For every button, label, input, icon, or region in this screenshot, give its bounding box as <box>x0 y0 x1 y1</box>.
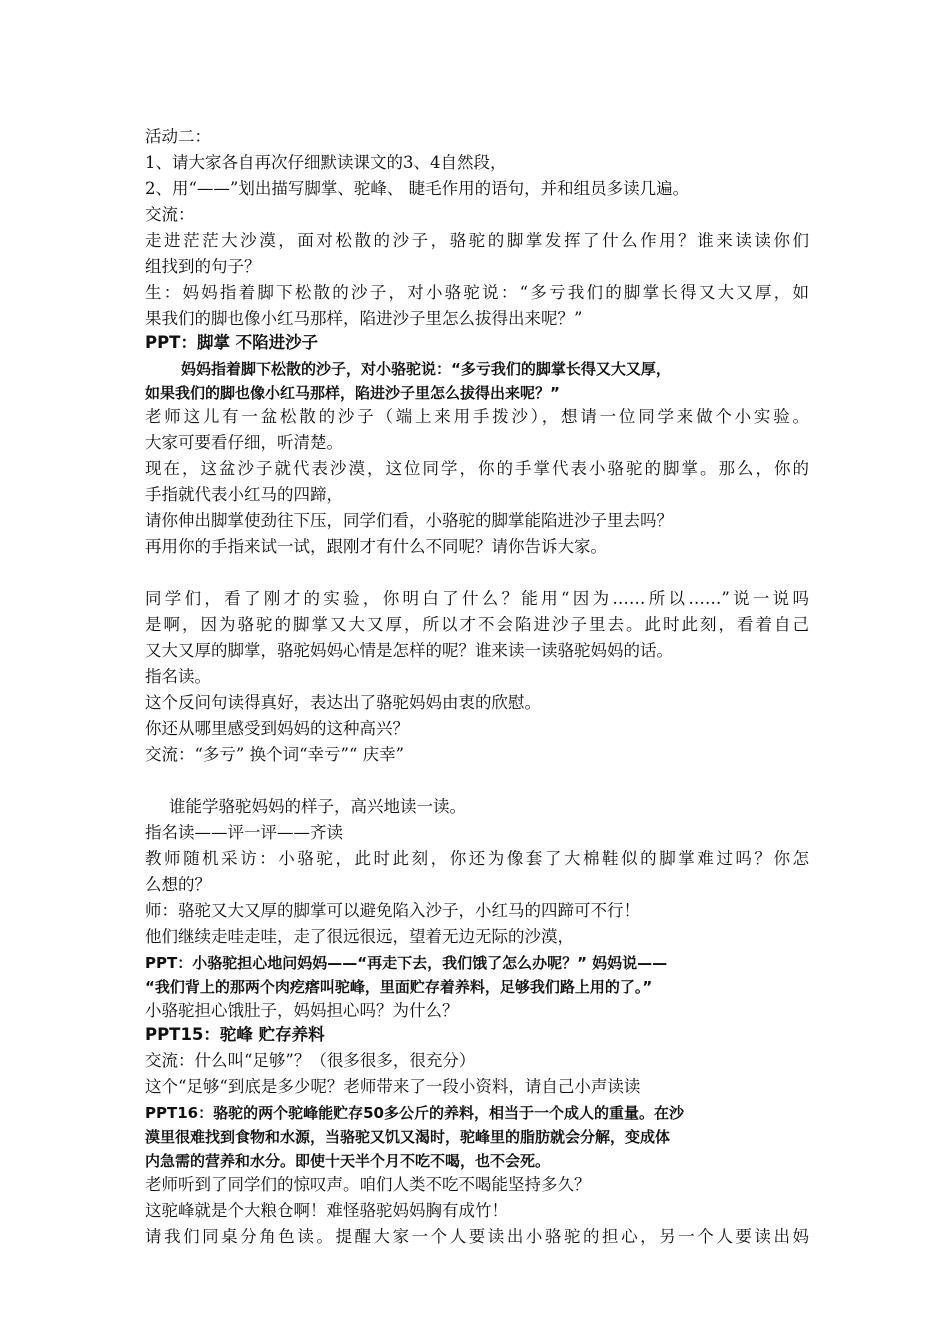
ppt-quote-line: 如果我们的脚也像小红马那样，陷进沙子里怎么拔得出来呢？” <box>145 384 560 402</box>
ppt-quote-line: PPT：小骆驼担心地问妈妈——“再走下去，我们饿了怎么办呢？” 妈妈说—— <box>145 954 668 972</box>
paragraph-line: 同学们，看了刚才的实验，你明白了什么？能用“因为……所以……”说一说吗 <box>145 589 809 608</box>
paragraph-line: 这驼峰就是个大粮仓啊！难怪骆驼妈妈胸有成竹！ <box>145 1201 508 1220</box>
paragraph-line: 交流：什么叫“足够”？（很多很多，很充分） <box>145 1051 476 1070</box>
paragraph-line: 老师听到了同学们的惊叹声。咱们人类不吃不喝能坚持多久？ <box>145 1175 591 1194</box>
paragraph-line: 大家可要看仔细，听清楚。 <box>145 433 343 452</box>
section-heading: 活动二： <box>145 127 211 146</box>
ppt-quote-line: “我们背上的那两个肉疙瘩叫驼峰，里面贮存着养料，足够我们路上用的了。” <box>145 978 653 996</box>
paragraph-line: 指名读。 <box>145 667 211 686</box>
ppt-quote-line: 内急需的营养和水分。即使十天半个月不吃不喝，也不会死。 <box>145 1152 551 1170</box>
paragraph-line: 老师这儿有一盆松散的沙子（端上来用手拨沙），想请一位同学来做个小实验。 <box>145 407 809 426</box>
paragraph-line: 请你伸出脚掌使劲往下压，同学们看，小骆驼的脚掌能陷进沙子里去吗？ <box>145 511 673 530</box>
ppt-label: PPT15：驼峰 贮存养料 <box>145 1025 325 1044</box>
paragraph-line: 教师随机采访：小骆驼，此时此刻，你还为像套了大棉鞋似的脚掌难过吗？你怎 <box>145 849 809 868</box>
paragraph-line: 生：妈妈指着脚下松散的沙子，对小骆驼说：“多亏我们的脚掌长得又大又厚，如 <box>145 283 809 302</box>
paragraph-line: 你还从哪里感受到妈妈的这种高兴？ <box>145 719 409 738</box>
paragraph-line: 交流： <box>145 205 195 224</box>
paragraph-line: 指名读——评一评——齐读 <box>145 823 343 842</box>
paragraph-line: 1、请大家各自再次仔细默读课文的3、4自然段， <box>145 153 507 172</box>
paragraph-line: 么想的？ <box>145 875 211 894</box>
paragraph-line: 果我们的脚也像小红马那样，陷进沙子里怎么拔得出来呢？” <box>145 309 583 328</box>
paragraph-line: 现在，这盆沙子就代表沙漠，这位同学，你的手掌代表小骆驼的脚掌。那么，你的 <box>145 459 809 478</box>
paragraph-line: 又大又厚的脚掌，骆驼妈妈心情是怎样的呢？谁来读一读骆驼妈妈的话。 <box>145 641 673 660</box>
paragraph-line: 走进茫茫大沙漠，面对松散的沙子，骆驼的脚掌发挥了什么作用？谁来读读你们 <box>145 231 809 250</box>
paragraph-line: 请我们同桌分角色读。提醒大家一个人要读出小骆驼的担心，另一个人要读出妈 <box>145 1227 809 1246</box>
paragraph-line: 2、用“——”划出描写脚掌、驼峰、 睫毛作用的语句，并和组员多读几遍。 <box>145 179 690 198</box>
paragraph-line: 是啊，因为骆驼的脚掌又大又厚，所以才不会陷进沙子里去。此时此刻，看着自己 <box>145 615 809 634</box>
ppt-quote-line: PPT16：骆驼的两个驼峰能贮存50多公斤的养料，相当于一个成人的重量。在沙 <box>145 1104 684 1122</box>
paragraph-line: 谁能学骆驼妈妈的样子，高兴地读一读。 <box>169 797 466 816</box>
ppt-label: PPT：脚掌 不陷进沙子 <box>145 333 319 352</box>
paragraph-line: 师：骆驼又大又厚的脚掌可以避免陷入沙子，小红马的四蹄可不行！ <box>145 901 640 920</box>
paragraph-line: 组找到的句子？ <box>145 257 261 276</box>
paragraph-line: 这个反问句读得真好，表达出了骆驼妈妈由衷的欣慰。 <box>145 693 541 712</box>
paragraph-line: 小骆驼担心饿肚子，妈妈担心吗？为什么？ <box>145 1001 459 1020</box>
ppt-quote-line: 妈妈指着脚下松散的沙子，对小骆驼说：“多亏我们的脚掌长得又大又厚， <box>181 360 671 378</box>
paragraph-line: 再用你的手指来试一试，跟刚才有什么不同呢？请你告诉大家。 <box>145 537 607 556</box>
paragraph-line: 手指就代表小红马的四蹄， <box>145 485 343 504</box>
ppt-quote-line: 漠里很难找到食物和水源，当骆驼又饥又渴时，驼峰里的脂肪就会分解，变成体 <box>145 1128 671 1146</box>
paragraph-line: 他们继续走哇走哇，走了很远很远，望着无边无际的沙漠， <box>145 927 574 946</box>
paragraph-line: 这个“足够“到底是多少呢？老师带来了一段小资料，请自己小声读读 <box>145 1077 641 1096</box>
paragraph-line: 交流：“多亏” 换个词“幸亏”“ 庆幸” <box>145 745 405 764</box>
